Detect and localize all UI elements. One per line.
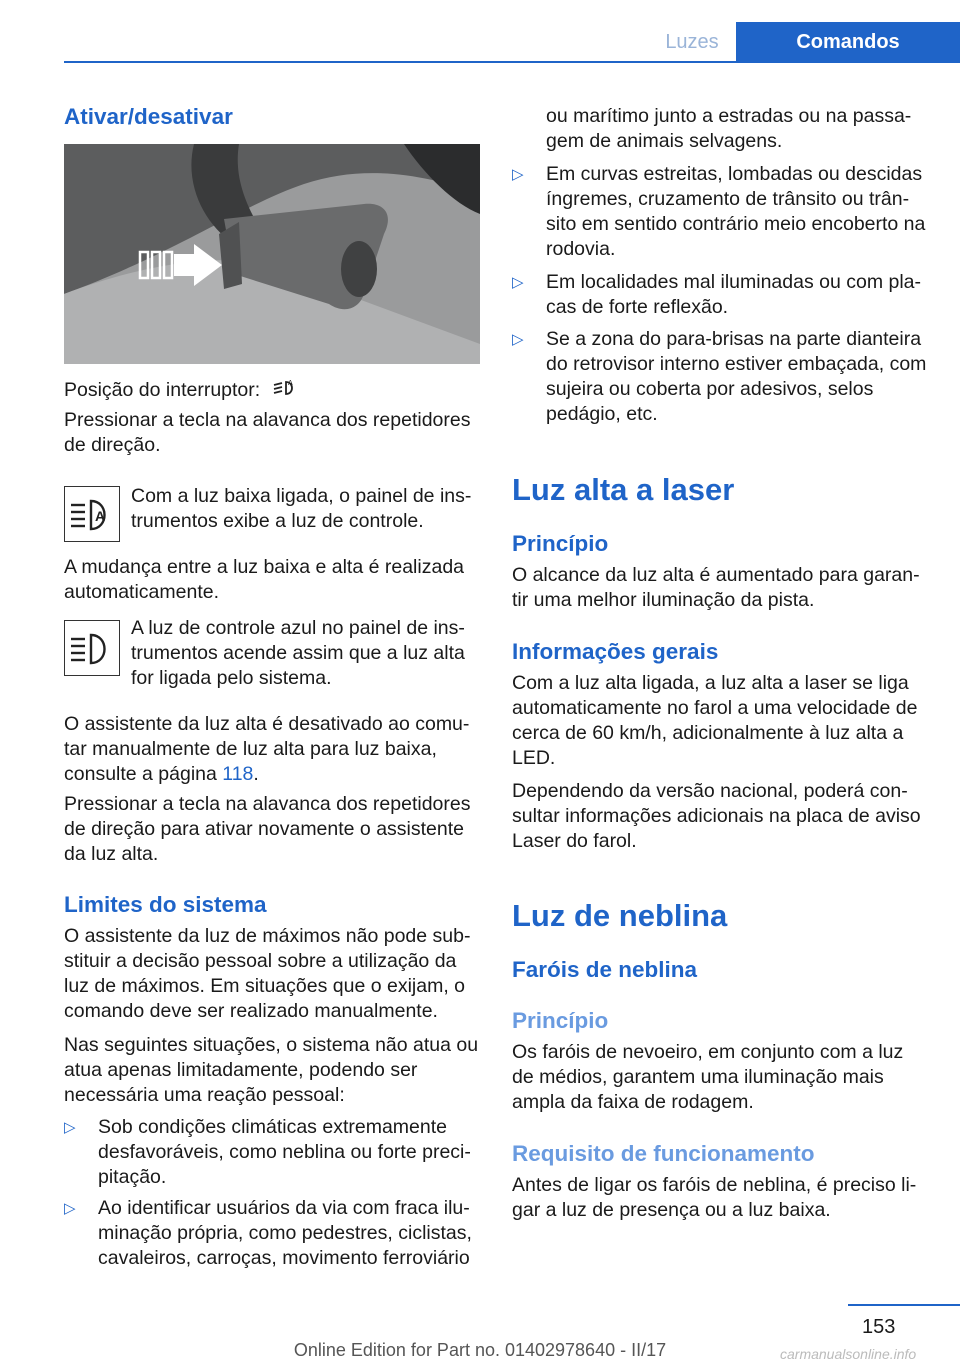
page-reference-link[interactable]: 118 [222, 763, 254, 785]
paragraph-blue-indicator: A luz de controle azul no painel de ins-trumentos acende assim que a luz alta for ligada pelo sistema. [131, 617, 465, 689]
header-tab-chapter: Comandos [736, 22, 960, 62]
heading-fog-principle: Princípio [512, 1008, 609, 1033]
footer-rule [848, 1304, 960, 1306]
paragraph-limits: O assistente da luz de máximos não pode sub-stituir a decisão pessoal sobre a utilização da luz de máximos. Em situações que o exijam, o comando deve ser realizado manualmente. [64, 925, 471, 1022]
paragraph-reactivate: Pressionar a tecla na alavanca dos repetidores de direção para ativar novamente o assistente da luz alta. [64, 793, 471, 865]
paragraph-general-2: Dependendo da versão nacional, poderá con-sultar informações adicionais na placa de aviso Laser do farol. [512, 780, 921, 852]
paragraph-principle: O alcance da luz alta é aumentado para garan-tir uma melhor iluminação da pista. [512, 564, 920, 611]
watermark: carmanualsonline.info [780, 1346, 917, 1362]
bullet-triangle-icon: ▷ [64, 1119, 76, 1136]
heading-requirement: Requisito de funcionamento [512, 1141, 815, 1166]
paragraph-press-key: Pressionar a tecla na alavanca dos repetidores de direção. [64, 409, 471, 456]
header-rule [64, 61, 960, 63]
edition-footer: Online Edition for Part no. 01402978640 - II/17 [293, 1340, 667, 1360]
switch-position-label: Posição do interruptor: A [64, 377, 300, 405]
paragraph-automatic-switch: A mudança entre a luz baixa e alta é realizada automaticamente. [64, 556, 465, 603]
paragraph-requirement: Antes de ligar os faróis de neblina, é preciso li-gar a luz de presença ou a luz baixa. [512, 1174, 917, 1221]
high-beam-indicator-icon [64, 620, 120, 676]
svg-text:A: A [95, 508, 106, 524]
header-tab-section: Luzes [665, 31, 719, 53]
heading-laser-high-beam: Luz alta a laser [512, 472, 735, 507]
heading-fog-lamps: Faróis de neblina [512, 957, 698, 982]
heading-activate: Ativar/desativar [64, 104, 233, 129]
page-number: 153 [862, 1316, 896, 1338]
paragraph-fog-principle: Os faróis de nevoeiro, em conjunto com a luz de médios, garantem uma iluminação mais ampla da faixa de rodagem. [512, 1041, 904, 1113]
auto-high-beam-indicator-icon [64, 486, 120, 542]
paragraph-situations: Nas seguintes situações, o sistema não atua ou atua apenas limitadamente, podendo ser necessária uma reação pessoal: [64, 1034, 479, 1106]
stalk-button-photo [64, 144, 480, 364]
paragraph-deactivate: O assistente da luz alta é desativado ao comu-tar manualmente de luz alta para luz baixa, consulte a página 118. [64, 713, 470, 785]
bullet-triangle-icon: ▷ [64, 1200, 76, 1217]
svg-text:A: A [287, 380, 293, 387]
paragraph-continued: ou marítimo junto a estradas ou na passa-gem de animais selvagens. [546, 105, 912, 152]
heading-general-info: Informações gerais [512, 639, 719, 664]
heading-principle: Princípio [512, 531, 609, 556]
bullet-triangle-icon: ▷ [512, 166, 524, 183]
auto-high-beam-icon [272, 377, 300, 405]
heading-system-limits: Limites do sistema [64, 892, 267, 917]
heading-fog-light: Luz de neblina [512, 898, 728, 933]
paragraph-general-1: Com a luz alta ligada, a luz alta a laser se liga automaticamente no farol a uma velocidade de cerca de 60 km/h, adicionalmente à luz alta a LED. [512, 672, 918, 769]
bullet-triangle-icon: ▷ [512, 274, 524, 291]
paragraph-low-beam-indicator: Com a luz baixa ligada, o painel de ins-trumentos exibe a luz de controle. [131, 485, 472, 532]
bullet-triangle-icon: ▷ [512, 331, 524, 348]
